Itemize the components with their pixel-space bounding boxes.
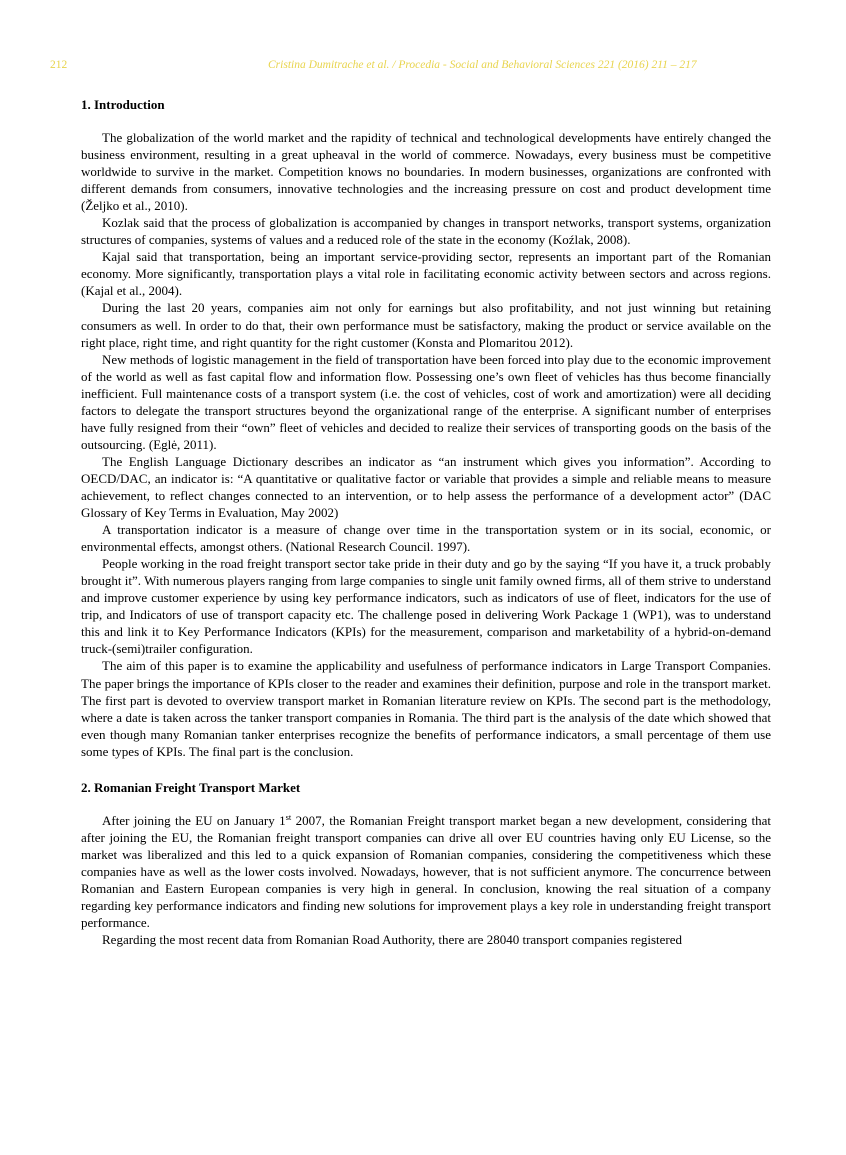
ordinal-superscript: st [285,811,292,822]
paragraph: The English Language Dictionary describes an indicator as “an instrument which gives you information”. According to OECD/DAC, an indicator is: “A quantitative or qualitative factor or variable that provides a simple and reliable means to measure achievement, to reflect changes connected to an intervention, or to help assess the performance of a development actor” (DAC Glossary of Key Terms in Evaluation, May 2002) [81,453,771,521]
section-heading-introduction: 1. Introduction [81,97,165,112]
journal-citation: Cristina Dumitrache et al. / Procedia - Social and Behavioral Sciences 221 (2016) 211 – 217 [268,59,697,71]
paragraph: Kajal said that transportation, being an important service-providing sector, represents an important part of the Romanian economy. More significantly, transportation plays a vital role in facilitating economic activity between sectors and across regions. (Kajal et al., 2004). [81,249,771,299]
paragraph: Kozlak said that the process of globalization is accompanied by changes in transport networks, transport systems, organization structures of companies, systems of values and a reduced role of the state in the economy (Koźlak, 2008). [81,215,771,248]
paragraph: People working in the road freight transport sector take pride in their duty and go by the saying “If you have it, a truck probably brought it”. With numerous players ranging from large companies to single unit family owned firms, all of them strive to understand and improve customer experience by using key performance indicators, such as indicators of use of fleet, indicators for the use of trip, and Indicators of use of transport capacity etc. The challenge posed in delivering Work Package 1 (WP1), was to understand this and link it to Key Performance Indicators (KPIs) for the measurement, comparison and marketability of a hybrid-on-demand truck-(semi)trailer configuration. [81,556,771,657]
body-text [81,96,771,948]
paragraph [81,812,771,931]
paragraph: A transportation indicator is a measure of change over time in the transportation system or in its social, economic, or environmental effects, amongst others. (National Research Council. 1997). [81,522,771,555]
paragraph: Regarding the most recent data from Romanian Road Authority, there are 28040 transport companies registered [102,932,683,948]
paragraph: The globalization of the world market and the rapidity of technical and technological developments have entirely changed the business environment, resulting in a great upheaval in the world of commerce. Nowadays, every business must be competitive worldwide to survive in the market. Competition knows no boundaries. In modern businesses, organizations are confronted with different demands from consumers, innovative technologies and the increasing pressure on cost and product development time (Željko et al., 2010). [81,130,771,214]
paragraph-text: After joining the EU on January 1 [102,812,286,828]
page-number: 212 [50,59,68,71]
paragraph: New methods of logistic management in the field of transportation have been forced into play due to the economic improvement of the world as well as fast capital flow and information flow. Possessing one’s own fleet of vehicles has thus become financially inefficient. Full maintenance costs of a transport system (i.e. the cost of vehicles, cost of work and amortization) were all deciding factors to delegate the transport structures beyond the organizational range of the enterprise. A significant number of enterprises have fully resigned from their “own” fleet of vehicles and decided to realize their services of transporting goods on the basis of the outsourcing. (Eglė, 2011). [81,351,771,452]
section-heading-freight-market: 2. Romanian Freight Transport Market [81,779,301,795]
paragraph-text: 2007, the Romanian Freight transport market began a new development, considering that after joining the EU, the Romanian freight transport companies can drive all over EU countries having only EU License, so the market was liberalized and this led to a quick expansion of Romanian companies, considering the competitiveness which these companies have as well as the lower costs involved. Nowadays, however, that is not sufficient anymore. The concurrence between Romanian and Eastern European companies is very high in general. In conclusion, knowing the real situation of a company regarding key performance indicators and finding new solutions for improvement plays a key role in understanding freight transport performance. [81,812,772,931]
paragraph: During the last 20 years, companies aim not only for earnings but also profitability, and not just winning but retaining consumers as well. In order to do that, their own performance must be satisfactory, making the product or service available on the right place, right time, and right quantity for the right customer (Konsta and Plomaritou 2012). [81,300,771,350]
paragraph: The aim of this paper is to examine the applicability and usefulness of performance indicators in Large Transport Companies. The paper brings the importance of KPIs closer to the reader and examines their definition, purpose and role in the transport market. The first part is devoted to overview transport market in Romanian literature review on KPIs. The second part is the methodology, where a date is taken across the tanker transport companies in Romania. The third part is the analysis of the date which showed that even though many Romanian tanker enterprises recognize the benefits of performance indicators, a small percentage of them use some types of KPIs. The final part is the conclusion. [81,658,771,759]
